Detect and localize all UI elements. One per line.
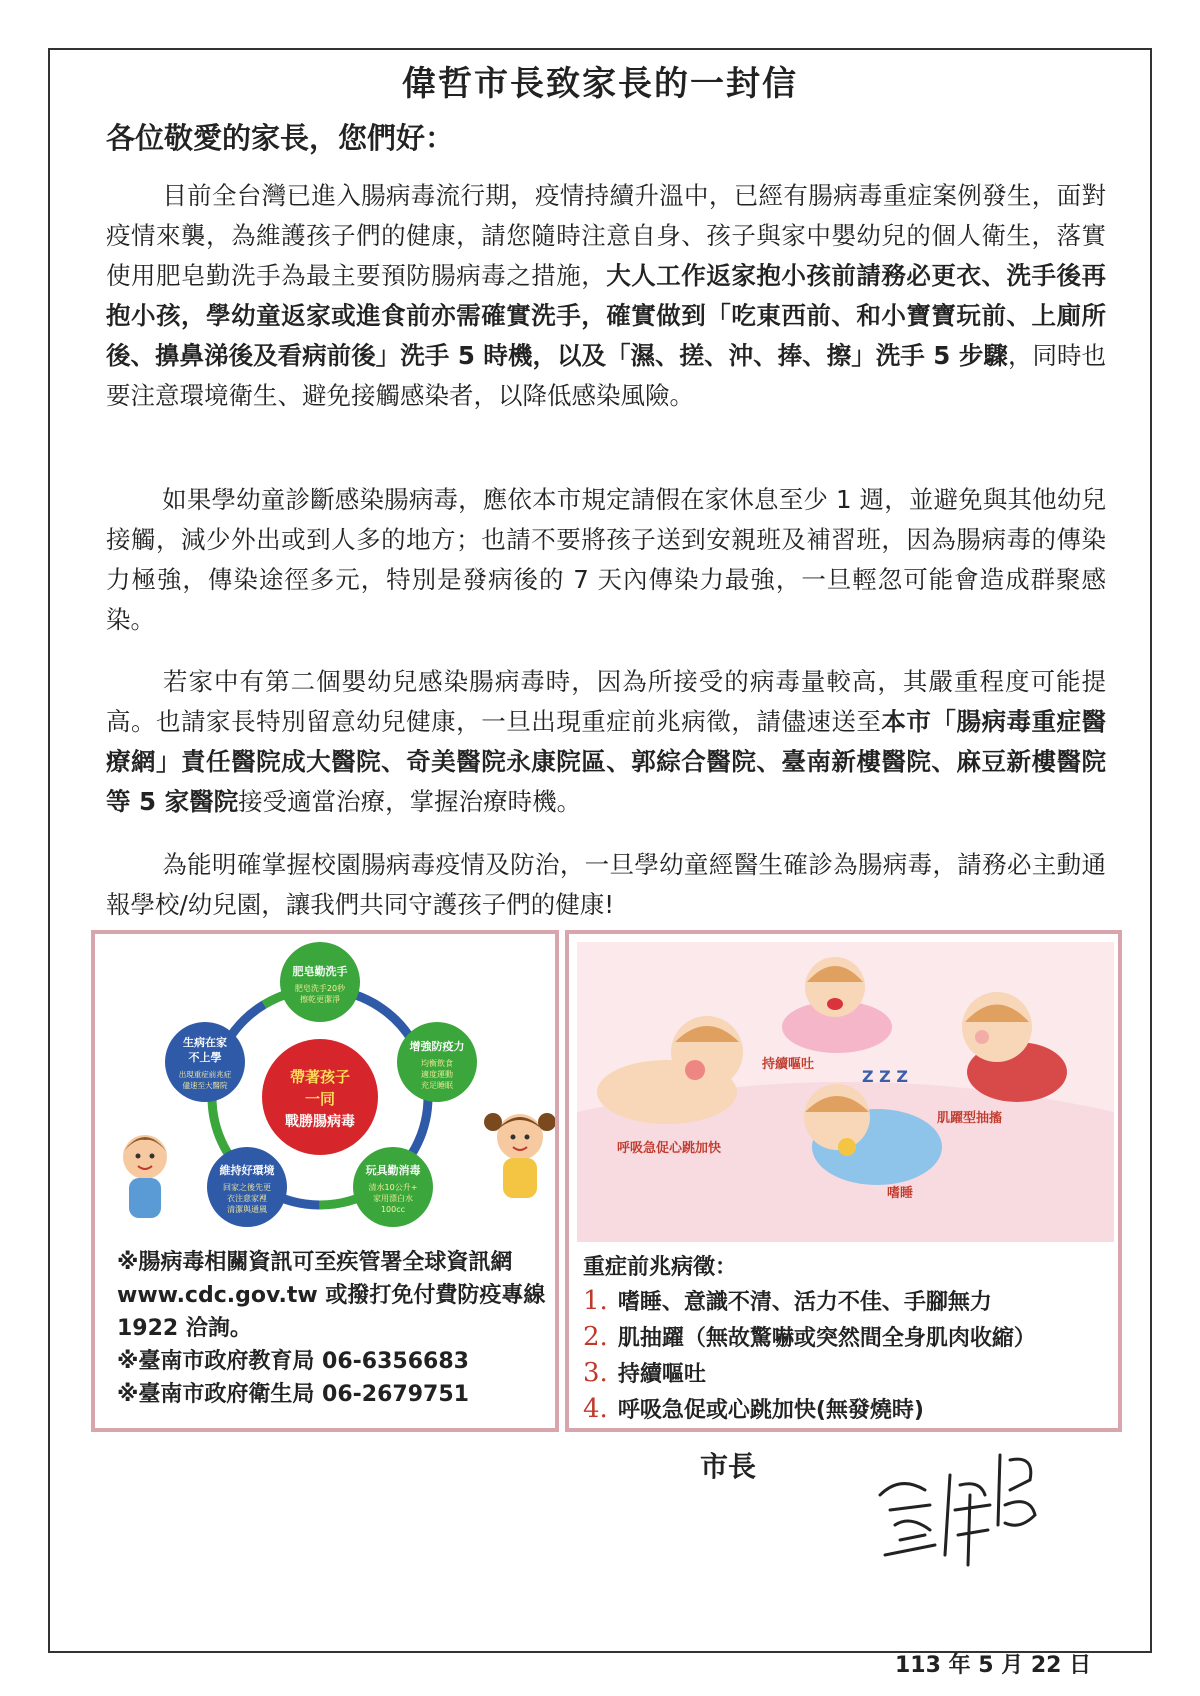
node-immunity-title: 增強防疫力 xyxy=(409,1040,465,1053)
info-contacts xyxy=(117,1246,547,1411)
node-toys-title: 玩具勤消毒 xyxy=(365,1164,421,1177)
letter-date: 113 年 5 月 22 日 xyxy=(895,1653,1092,1678)
node-handwash-sub1: 肥皂洗手20秒 xyxy=(294,984,346,993)
symptoms-panel xyxy=(565,930,1122,1432)
node-stay-home-sub1: 出現重症前兆症 xyxy=(178,1070,232,1079)
symptom-number: 3. xyxy=(583,1358,608,1388)
symptom-item xyxy=(583,1320,1036,1356)
boy-illustration xyxy=(123,1135,167,1218)
center-text-1: 帶著孩子 xyxy=(289,1068,351,1086)
node-toys-sub1: 清水10公升+ xyxy=(368,1183,418,1192)
prevention-cycle-diagram xyxy=(115,942,555,1242)
symptom-text: 呼吸急促或心跳加快(無發燒時) xyxy=(617,1398,924,1423)
symptom-item xyxy=(583,1356,1036,1392)
label-sleepy: 嗜睡 xyxy=(887,1186,914,1201)
node-handwash xyxy=(280,942,360,1022)
center-text-2: 一同 xyxy=(304,1090,336,1108)
girl-illustration xyxy=(484,1113,555,1198)
node-environment-sub1: 回家之後先更 xyxy=(223,1183,271,1192)
zzz-text: Z Z Z xyxy=(862,1067,908,1086)
info-education-line: ※臺南市政府教育局 06-6356683 xyxy=(117,1349,469,1374)
symptom-item xyxy=(583,1284,1036,1320)
info-cdc-line: ※腸病毒相關資訊可至疾管署全球資訊網 www.cdc.gov.tw 或撥打免付費防疫專線 1922 洽詢。 xyxy=(117,1250,546,1341)
paragraph-2 xyxy=(106,480,1106,640)
symptom-number: 4. xyxy=(583,1394,608,1424)
paragraph-2-text: 如果學幼童診斷感染腸病毒，應依本市規定請假在家休息至少 1 週，並避免與其他幼兒接觸，減少外出或到人多的地方；也請不要將孩子送到安親班及補習班，因為腸病毒的傳染力極強，傳染途徑多元，特別是發病後的 7 天內傳染力最強，一旦輕忽可能會造成群聚感染。 xyxy=(106,485,1106,634)
node-toys-sub2: 家用漂白水 xyxy=(373,1194,413,1203)
node-immunity-sub3: 充足睡眠 xyxy=(421,1081,453,1090)
paragraph-1 xyxy=(106,176,1106,416)
center-text-3: 戰勝腸病毒 xyxy=(285,1114,355,1130)
symptom-number: 1. xyxy=(583,1286,608,1316)
info-health-line: ※臺南市政府衛生局 06-2679751 xyxy=(117,1382,469,1407)
label-twitching: 肌躍型抽搐 xyxy=(937,1111,1003,1126)
babies-illustration xyxy=(577,942,1114,1242)
symptom-item xyxy=(583,1392,1036,1428)
greeting: 各位敬愛的家長，您們好： xyxy=(106,121,455,155)
letter-title: 偉哲市長致家長的一封信 xyxy=(402,64,798,104)
symptom-text: 持續嘔吐 xyxy=(617,1362,706,1387)
paragraph-1-text: 目前全台灣已進入腸病毒流行期，疫情持續升溫中，已經有腸病毒重症案例發生，面對疫情來襲，為維護孩子們的健康，請您隨時注意自身、孩子與家中嬰幼兒的個人衛生，落實使用肥皂勤洗手為最主要預防腸病毒之措施， xyxy=(106,181,1106,290)
paragraph-3-bold: 本市「腸病毒重症醫療網」責任醫院成大醫院、奇美醫院永康院區、郭綜合醫院、臺南新樓醫院、麻豆新樓醫院等 5 家醫院 xyxy=(106,707,1107,816)
mayor-signature xyxy=(870,1435,1050,1575)
paragraph-3-tail: 接受適當治療，掌握治療時機。 xyxy=(238,787,582,816)
symptom-number: 2. xyxy=(583,1322,608,1352)
paragraph-4 xyxy=(106,845,1106,925)
letter-frame xyxy=(48,48,1152,1678)
label-vomiting: 持續嘔吐 xyxy=(762,1057,815,1072)
symptom-text: 嗜睡、意識不清、活力不佳、手腳無力 xyxy=(617,1290,992,1315)
node-immunity-sub2: 適度運動 xyxy=(421,1070,453,1079)
node-environment-sub2: 衣注意家裡 xyxy=(227,1194,267,1203)
label-breathing: 呼吸急促心跳加快 xyxy=(617,1141,722,1156)
node-stay-home-title2: 不上學 xyxy=(188,1051,222,1064)
symptom-text: 肌抽躍（無故驚嚇或突然間全身肌肉收縮） xyxy=(617,1326,1036,1351)
mayor-label: 市長 xyxy=(700,1450,757,1483)
paragraph-4-text: 為能明確掌握校園腸病毒疫情及防治，一旦學幼童經醫生確診為腸病毒，請務必主動通報學校/幼兒園，讓我們共同守護孩子們的健康! xyxy=(106,850,1106,919)
paragraph-1-tail: ，同時也要注意環境衛生、避免接觸感染者，以降低感染風險。 xyxy=(106,341,1106,410)
node-stay-home-sub2: 儘速至大醫院 xyxy=(182,1081,228,1090)
node-handwash-title: 肥皂勤洗手 xyxy=(292,965,348,978)
node-handwash-sub2: 擦乾更潔淨 xyxy=(300,995,340,1004)
symptoms-list xyxy=(583,1284,1036,1428)
node-immunity-sub1: 均衡飲食 xyxy=(421,1059,453,1068)
node-environment-sub3: 清潔與通風 xyxy=(227,1205,267,1214)
paragraph-1-bold: 大人工作返家抱小孩前請務必更衣、洗手後再抱小孩，學幼童返家或進食前亦需確實洗手，確實做到「吃東西前、和小寶寶玩前、上廁所後、擤鼻涕後及看病前後」洗手 5 時機，以及「濕、搓、沖、捧、擦」洗手 5 步驟 xyxy=(106,261,1107,370)
paragraph-3 xyxy=(106,662,1106,822)
node-stay-home-title: 生病在家 xyxy=(183,1036,227,1049)
prevention-panel xyxy=(91,930,559,1432)
symptoms-title: 重症前兆病徵： xyxy=(583,1255,738,1280)
node-environment-title: 維持好環境 xyxy=(219,1164,275,1177)
paragraph-3-text: 若家中有第二個嬰幼兒感染腸病毒時，因為所接受的病毒量較高，其嚴重程度可能提高。也請家長特別留意幼兒健康，一旦出現重症前兆病徵，請儘速送至 xyxy=(106,667,1106,736)
node-toys-sub3: 100cc xyxy=(380,1205,406,1214)
